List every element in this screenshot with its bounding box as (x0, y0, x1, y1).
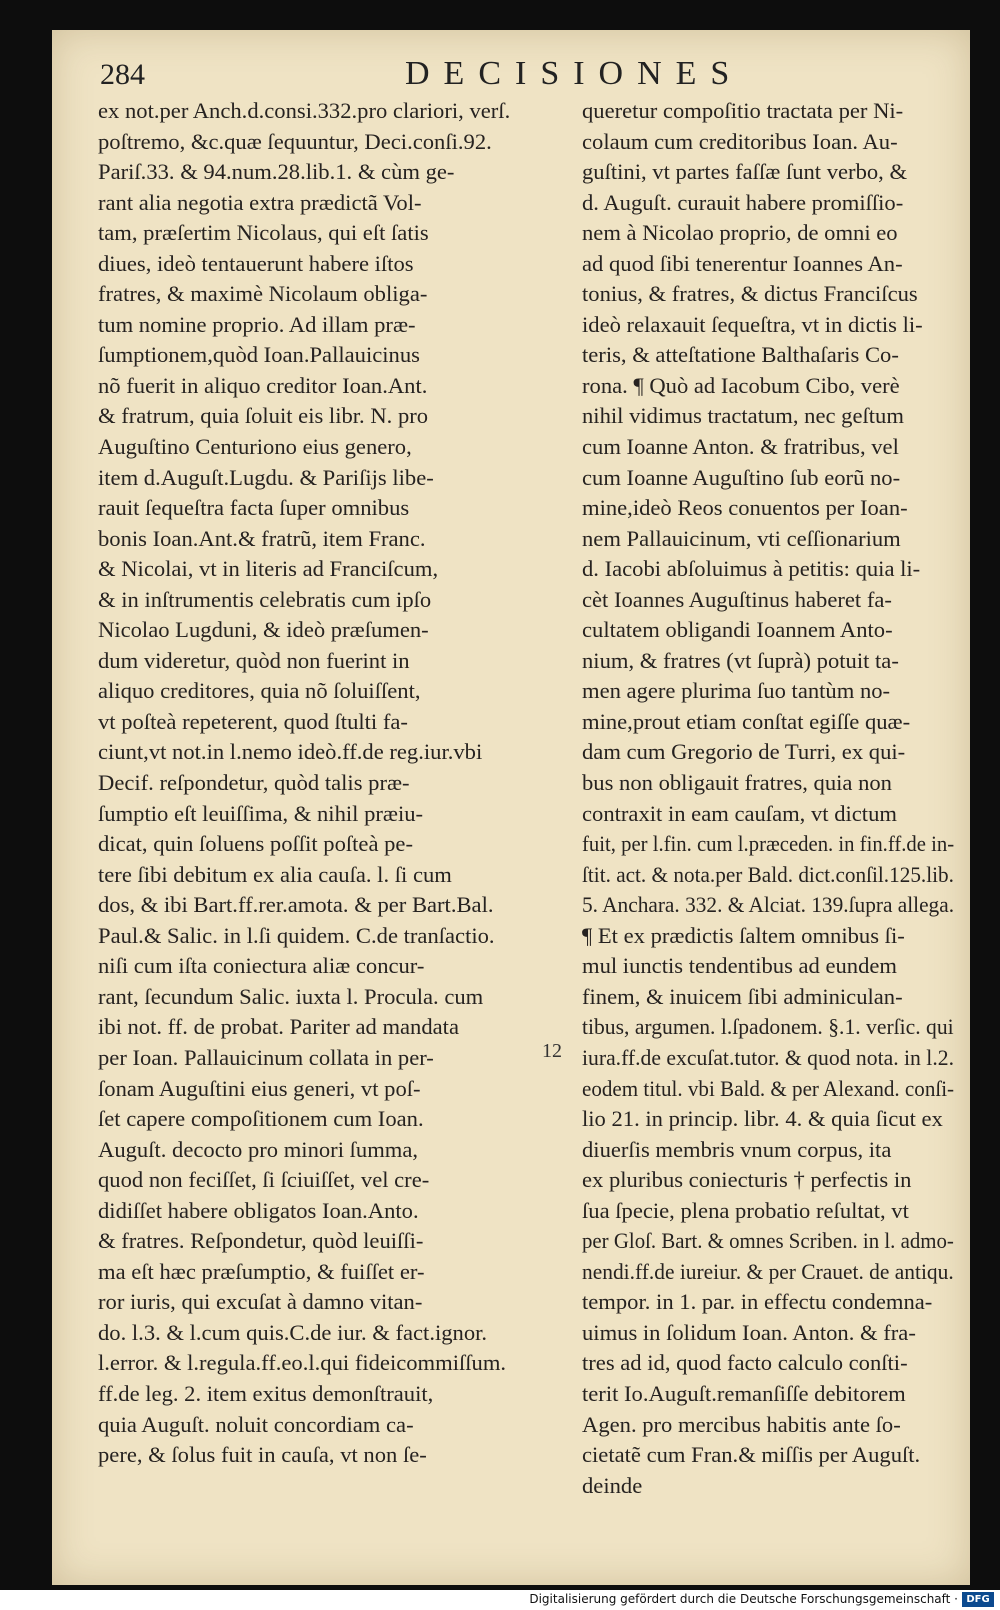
text-line: per Gloſ. Bart. & omnes Scriben. in l. admo- (582, 1228, 954, 1254)
text-line: ibi not. ff. de probat. Pariter ad mandata (98, 1014, 459, 1040)
text-line: dos, & ibi Bart.ff.rer.amota. & per Bart.Bal. (98, 892, 494, 918)
text-line: Auguſt. decocto pro minori ſumma, (98, 1136, 419, 1162)
text-line: terit Io.Auguſt.remanſiſſe debitorem (582, 1380, 906, 1406)
text-line: ex pluribus coniecturis † perfectis in (582, 1167, 912, 1193)
text-line: niſi cum iſta coniectura aliæ concur- (98, 953, 425, 979)
text-line: diuerſis membris vnum corpus, ita (582, 1136, 892, 1162)
text-line: queretur compoſitio tractata per Ni- (582, 98, 904, 123)
text-line: quod non feciſſet, ſi ſciuiſſet, vel cre- (98, 1167, 430, 1193)
text-line: nõ fuerit in aliquo creditor Ioan.Ant. (98, 372, 428, 398)
text-line: ſumptionem,quòd Ioan.Pallauicinus (98, 342, 420, 368)
page-number: 284 (100, 58, 145, 91)
text-line: diues, ideò tentauerunt habere iſtos (98, 250, 414, 276)
text-line: dam cum Gregorio de Turri, ex qui- (582, 739, 906, 765)
text-line: dicat, quin ſoluens poſſit poſteà pe- (98, 831, 413, 857)
text-line: didiſſet habere obligatos Ioan.Anto. (98, 1197, 419, 1223)
text-line: cum Ioanne Anton. & fratribus, vel (582, 434, 899, 460)
text-line: bus non obligauit fratres, quia non (582, 770, 892, 796)
text-line: cèt Ioannes Auguſtinus haberet fa- (582, 586, 892, 612)
text-line: colaum cum creditoribus Ioan. Au- (582, 128, 898, 154)
text-line: nium, & fratres (vt ſuprà) potuit ta- (582, 647, 899, 673)
text-line: & fratres. Reſpondetur, quòd leuiſſi- (98, 1228, 424, 1254)
text-line: ſtit. act. & nota.per Bald. dict.conſil.125.lib. (582, 861, 954, 887)
text-line: nem Pallauicinum, vti ceſſionarium (582, 525, 901, 551)
text-line: ror iuris, qui excuſat à damno vitan- (98, 1289, 423, 1315)
text-line: Pariſ.33. & 94.num.28.lib.1. & cùm ge- (98, 159, 455, 185)
text-line: uimus in ſolidum Ioan. Anton. & fra- (582, 1319, 916, 1345)
running-head: DECISIONES (405, 55, 744, 92)
text-line: tere ſibi debitum ex alia cauſa. l. ſi cum (98, 861, 452, 887)
text-line: rauit ſequeſtra facta ſuper omnibus (98, 495, 410, 521)
text-line: 5. Anchara. 332. & Alciat. 139.ſupra allega. (582, 892, 955, 918)
text-line: poſtremo, &c.quæ ſequuntur, Deci.conſi.92. (98, 128, 492, 154)
text-line: Nicolao Lugduni, & ideò præſumen- (98, 617, 429, 643)
text-line: cultatem obligandi Ioannem Anto- (582, 617, 893, 643)
text-line: & fratrum, quia ſoluit eis libr. N. pro (98, 403, 429, 429)
text-line: Decif. reſpondetur, quòd talis præ- (98, 770, 410, 796)
text-line: mul iunctis tendentibus ad eundem (582, 953, 897, 979)
text-line: men agere plurima ſuo tantùm no- (582, 678, 891, 704)
text-line: cietatẽ cum Fran.& miſſis per Auguſt. (582, 1442, 921, 1468)
text-line: aliquo creditores, quia nõ ſoluiſſent, (98, 678, 421, 704)
text-line: vt poſteà repeterent, quod ſtulti fa- (98, 708, 408, 734)
text-line: teris, & atteſtatione Balthaſaris Co- (582, 342, 899, 368)
digitization-footer (0, 1590, 1000, 1610)
text-line: Auguſtino Centuriono eius genero, (98, 434, 412, 460)
right-column (582, 96, 954, 1501)
text-line: & Nicolai, vt in literis ad Franciſcum, (98, 556, 439, 582)
text-line: Agen. pro mercibus habitis ante ſo- (582, 1411, 901, 1437)
text-line: per Ioan. Pallauicinum collata in per- (98, 1044, 434, 1070)
text-line: l.error. & l.regula.ff.eo.l.qui fideicommiſſum. (98, 1350, 507, 1376)
text-line: mine,prout etiam conſtat egiſſe quæ- (582, 708, 911, 734)
text-line: ad quod ſibi tenerentur Ioannes An- (582, 250, 903, 276)
text-line: nendi.ff.de iureiur. & per Crauet. de antiqu. (582, 1258, 954, 1284)
text-line: lio 21. in princip. libr. 4. & quia ſicut ex (582, 1106, 943, 1132)
text-line: ex not.per Anch.d.consi.332.pro clariori, verſ. (98, 98, 511, 123)
text-line: pere, & ſolus fuit in cauſa, vt non ſe- (98, 1442, 427, 1468)
text-line: nihil vidimus tractatum, nec geſtum (582, 403, 904, 429)
text-line: quia Auguſt. noluit concordiam ca- (98, 1411, 414, 1437)
text-line: Paul.& Salic. in l.ſi quidem. C.de tranſactio. (98, 922, 495, 948)
text-line: ¶ Et ex prædictis ſaltem omnibus ſi- (582, 922, 905, 948)
text-line: rona. ¶ Quò ad Iacobum Cibo, verè (582, 372, 900, 398)
text-line: fratres, & maximè Nicolaum obliga- (98, 281, 428, 307)
text-line: rant, ſecundum Salic. iuxta l. Procula. cum (98, 983, 484, 1009)
text-line: d. Auguſt. curauit habere promiſſio- (582, 189, 904, 215)
text-line: tres ad id, quod facto calculo conſti- (582, 1350, 908, 1376)
text-line: deinde (582, 1472, 643, 1498)
text-line: fuit, per l.fin. cum l.præceden. in fin.ff.de in- (582, 831, 955, 857)
footer-credit: Digitalisierung gefördert durch die Deutsche Forschungsgemeinschaft · (529, 1592, 958, 1606)
text-line: ff.de leg. 2. item exitus demonſtrauit, (98, 1380, 434, 1406)
left-column (98, 96, 544, 1471)
text-line: d. Iacobi abſoluimus à petitis: quia li- (582, 556, 921, 582)
text-line: ſumptio eſt leuiſſima, & nihil præiu- (98, 800, 424, 826)
text-line: ma eſt hæc præſumptio, & fuiſſet er- (98, 1258, 425, 1284)
text-line: cum Ioanne Auguſtino ſub eorũ no- (582, 464, 901, 490)
text-line: rant alia negotia extra prædictã Vol- (98, 189, 422, 215)
text-line: dum videretur, quòd non fuerint in (98, 647, 410, 673)
text-line: mine,ideò Reos conuentos per Ioan- (582, 495, 908, 521)
text-line: tum nomine proprio. Ad illam præ- (98, 311, 416, 337)
text-line: nem à Nicolao proprio, de omni eo (582, 220, 898, 246)
text-line: do. l.3. & l.cum quis.C.de iur. & fact.ignor. (98, 1319, 488, 1345)
text-line: contraxit in eam cauſam, vt dictum (582, 800, 897, 826)
text-line: iura.ff.de excuſat.tutor. & quod nota. in l.2. (582, 1044, 954, 1070)
text-line: item d.Auguſt.Lugdu. & Pariſijs libe- (98, 464, 434, 490)
text-line: & in inſtrumentis celebratis cum ipſo (98, 586, 432, 612)
text-line: ſet capere compoſitionem cum Ioan. (98, 1106, 424, 1132)
margin-note-number: 12 (542, 1040, 562, 1062)
text-line: guſtini, vt partes faſſæ ſunt verbo, & (582, 159, 908, 185)
text-line: ideò relaxauit ſequeſtra, vt in dictis li- (582, 311, 923, 337)
text-line: tonius, & fratres, & dictus Franciſcus (582, 281, 918, 307)
text-line: tam, præſertim Nicolaus, qui eſt ſatis (98, 220, 429, 246)
text-line: ſonam Auguſtini eius generi, vt poſ- (98, 1075, 421, 1101)
text-line: eodem titul. vbi Bald. & per Alexand. conſi- (582, 1075, 955, 1101)
text-line: bonis Ioan.Ant.& fratrũ, item Franc. (98, 525, 426, 551)
text-line: ſua ſpecie, plena probatio reſultat, vt (582, 1197, 909, 1223)
text-line: tibus, argumen. l.ſpadonem. §.1. verſic. qui (582, 1014, 954, 1040)
text-line: tempor. in 1. par. in effectu condemna- (582, 1289, 933, 1315)
text-line: ciunt,vt not.in l.nemo ideò.ff.de reg.iur.vbi (98, 739, 483, 765)
text-line: finem, & inuicem ſibi adminiculan- (582, 983, 903, 1009)
dfg-logo-icon: DFG (962, 1592, 994, 1607)
